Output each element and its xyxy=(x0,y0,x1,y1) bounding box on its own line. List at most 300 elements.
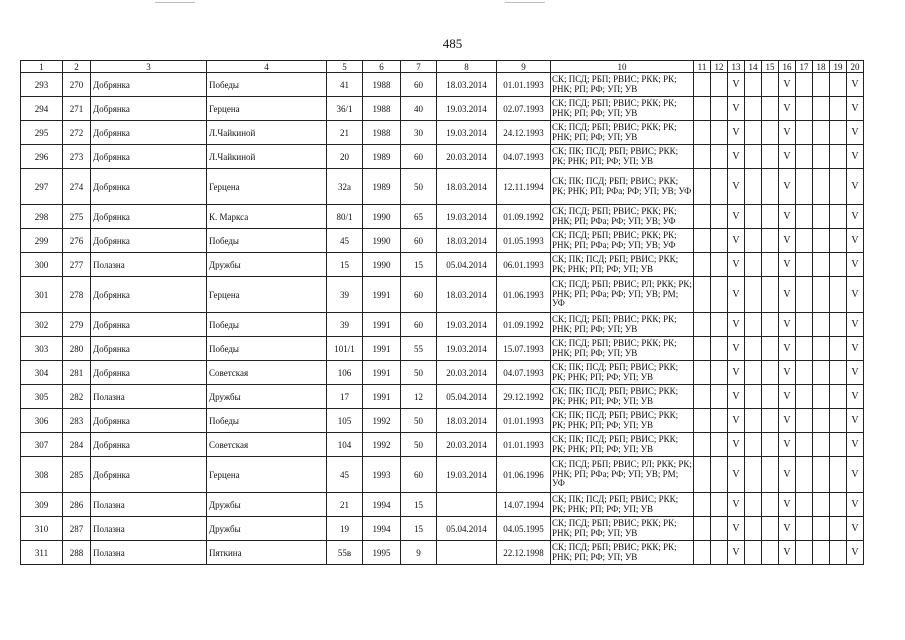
inspection-date-cell: 18.03.2014 xyxy=(437,169,497,205)
check-mark-col-13: V xyxy=(728,517,745,541)
street-cell: Победы xyxy=(207,73,327,97)
row-id: 277 xyxy=(63,253,91,277)
row-id: 284 xyxy=(63,433,91,457)
house-number-cell: 21 xyxy=(327,493,363,517)
element-codes-cell: СК; ПСД; РБП; РВИС; РКК; РК; РНК; РП; РФ; УП; УВ xyxy=(551,97,694,121)
table-row xyxy=(21,493,864,517)
empty-cell-col-12 xyxy=(711,433,728,457)
wear-percent-cell: 9 xyxy=(401,541,437,565)
registration-date-cell: 02.07.1993 xyxy=(497,97,551,121)
inspection-date-cell: 05.04.2014 xyxy=(437,385,497,409)
street-cell: Дружбы xyxy=(207,253,327,277)
check-mark-col-20: V xyxy=(847,205,864,229)
table-row xyxy=(21,517,864,541)
empty-cell-col-15 xyxy=(762,229,779,253)
table-row xyxy=(21,97,864,121)
row-id: 286 xyxy=(63,493,91,517)
element-codes-cell: СК; ПК; ПСД; РБП; РВИС; РКК; РК; РНК; РП; РФ; УП; УВ xyxy=(551,253,694,277)
check-mark-col-13: V xyxy=(728,229,745,253)
row-id: 275 xyxy=(63,205,91,229)
empty-cell-col-11 xyxy=(694,493,711,517)
inspection-date-cell: 19.03.2014 xyxy=(437,457,497,493)
table-row xyxy=(21,313,864,337)
empty-cell-col-15 xyxy=(762,361,779,385)
empty-cell-col-19 xyxy=(830,493,847,517)
house-number-cell: 45 xyxy=(327,457,363,493)
table-row xyxy=(21,433,864,457)
wear-percent-cell: 65 xyxy=(401,205,437,229)
empty-cell-col-11 xyxy=(694,205,711,229)
empty-cell-col-14 xyxy=(745,229,762,253)
empty-cell-col-12 xyxy=(711,121,728,145)
empty-cell-col-11 xyxy=(694,313,711,337)
house-number-cell: 101/1 xyxy=(327,337,363,361)
row-id: 274 xyxy=(63,169,91,205)
column-header-19: 19 xyxy=(830,61,847,73)
wear-percent-cell: 30 xyxy=(401,121,437,145)
check-mark-col-20: V xyxy=(847,457,864,493)
year-cell: 1988 xyxy=(363,121,401,145)
column-header-10: 10 xyxy=(551,61,694,73)
row-id: 273 xyxy=(63,145,91,169)
check-mark-col-16: V xyxy=(779,229,796,253)
empty-cell-col-15 xyxy=(762,517,779,541)
empty-cell-col-17 xyxy=(796,277,813,313)
house-number-cell: 80/1 xyxy=(327,205,363,229)
wear-percent-cell: 50 xyxy=(401,169,437,205)
check-mark-col-20: V xyxy=(847,517,864,541)
row-number: 299 xyxy=(21,229,63,253)
empty-cell-col-15 xyxy=(762,145,779,169)
check-mark-col-20: V xyxy=(847,121,864,145)
inspection-date-cell: 20.03.2014 xyxy=(437,433,497,457)
check-mark-col-13: V xyxy=(728,277,745,313)
settlement-cell: Добрянка xyxy=(91,337,207,361)
inspection-date-cell xyxy=(437,541,497,565)
empty-cell-col-19 xyxy=(830,361,847,385)
table-body xyxy=(21,73,864,565)
empty-cell-col-17 xyxy=(796,121,813,145)
empty-cell-col-15 xyxy=(762,73,779,97)
house-number-cell: 32а xyxy=(327,169,363,205)
house-number-cell: 39 xyxy=(327,313,363,337)
empty-cell-col-11 xyxy=(694,169,711,205)
street-cell: Дружбы xyxy=(207,517,327,541)
column-header-5: 5 xyxy=(327,61,363,73)
check-mark-col-16: V xyxy=(779,277,796,313)
column-number-row xyxy=(21,61,864,73)
year-cell: 1993 xyxy=(363,457,401,493)
column-header-12: 12 xyxy=(711,61,728,73)
empty-cell-col-18 xyxy=(813,169,830,205)
empty-cell-col-11 xyxy=(694,361,711,385)
empty-cell-col-12 xyxy=(711,145,728,169)
empty-cell-col-12 xyxy=(711,205,728,229)
check-mark-col-13: V xyxy=(728,541,745,565)
empty-cell-col-11 xyxy=(694,97,711,121)
check-mark-col-13: V xyxy=(728,73,745,97)
empty-cell-col-19 xyxy=(830,205,847,229)
year-cell: 1991 xyxy=(363,361,401,385)
check-mark-col-13: V xyxy=(728,385,745,409)
check-mark-col-20: V xyxy=(847,385,864,409)
check-mark-col-16: V xyxy=(779,493,796,517)
registration-date-cell: 01.01.1993 xyxy=(497,433,551,457)
check-mark-col-20: V xyxy=(847,145,864,169)
check-mark-col-16: V xyxy=(779,253,796,277)
wear-percent-cell: 50 xyxy=(401,361,437,385)
check-mark-col-20: V xyxy=(847,541,864,565)
empty-cell-col-11 xyxy=(694,385,711,409)
empty-cell-col-12 xyxy=(711,337,728,361)
registration-date-cell: 29.12.1992 xyxy=(497,385,551,409)
check-mark-col-16: V xyxy=(779,97,796,121)
table-row xyxy=(21,253,864,277)
row-id: 272 xyxy=(63,121,91,145)
empty-cell-col-18 xyxy=(813,457,830,493)
row-id: 287 xyxy=(63,517,91,541)
wear-percent-cell: 55 xyxy=(401,337,437,361)
column-header-20: 20 xyxy=(847,61,864,73)
registration-date-cell: 01.05.1993 xyxy=(497,229,551,253)
empty-cell-col-12 xyxy=(711,169,728,205)
empty-cell-col-14 xyxy=(745,169,762,205)
house-number-cell: 15 xyxy=(327,253,363,277)
registration-date-cell: 01.01.1993 xyxy=(497,73,551,97)
settlement-cell: Добрянка xyxy=(91,277,207,313)
column-header-17: 17 xyxy=(796,61,813,73)
registration-date-cell: 22.12.1998 xyxy=(497,541,551,565)
registration-date-cell: 12.11.1994 xyxy=(497,169,551,205)
table-row xyxy=(21,457,864,493)
check-mark-col-20: V xyxy=(847,433,864,457)
empty-cell-col-17 xyxy=(796,409,813,433)
column-header-1: 1 xyxy=(21,61,63,73)
check-mark-col-20: V xyxy=(847,337,864,361)
row-id: 283 xyxy=(63,409,91,433)
empty-cell-col-14 xyxy=(745,97,762,121)
house-number-cell: 45 xyxy=(327,229,363,253)
row-number: 297 xyxy=(21,169,63,205)
empty-cell-col-12 xyxy=(711,361,728,385)
house-number-cell: 20 xyxy=(327,145,363,169)
row-id: 285 xyxy=(63,457,91,493)
column-header-9: 9 xyxy=(497,61,551,73)
column-header-2: 2 xyxy=(63,61,91,73)
inspection-date-cell: 19.03.2014 xyxy=(437,205,497,229)
year-cell: 1991 xyxy=(363,277,401,313)
empty-cell-col-11 xyxy=(694,229,711,253)
wear-percent-cell: 60 xyxy=(401,145,437,169)
element-codes-cell: СК; ПСД; РБП; РВИС; РКК; РК; РНК; РП; РФа; РФ; УП; УВ; УФ xyxy=(551,205,694,229)
row-id: 280 xyxy=(63,337,91,361)
empty-cell-col-11 xyxy=(694,433,711,457)
year-cell: 1994 xyxy=(363,493,401,517)
house-number-cell: 41 xyxy=(327,73,363,97)
row-number: 301 xyxy=(21,277,63,313)
empty-cell-col-12 xyxy=(711,97,728,121)
wear-percent-cell: 15 xyxy=(401,517,437,541)
empty-cell-col-18 xyxy=(813,277,830,313)
empty-cell-col-15 xyxy=(762,385,779,409)
column-header-15: 15 xyxy=(762,61,779,73)
house-number-cell: 19 xyxy=(327,517,363,541)
year-cell: 1991 xyxy=(363,385,401,409)
settlement-cell: Добрянка xyxy=(91,169,207,205)
empty-cell-col-12 xyxy=(711,409,728,433)
empty-cell-col-14 xyxy=(745,433,762,457)
check-mark-col-16: V xyxy=(779,313,796,337)
empty-cell-col-12 xyxy=(711,277,728,313)
settlement-cell: Добрянка xyxy=(91,313,207,337)
empty-cell-col-19 xyxy=(830,517,847,541)
settlement-cell: Добрянка xyxy=(91,361,207,385)
row-number: 296 xyxy=(21,145,63,169)
inspection-date-cell: 20.03.2014 xyxy=(437,361,497,385)
street-cell: Герцена xyxy=(207,169,327,205)
row-number: 308 xyxy=(21,457,63,493)
check-mark-col-13: V xyxy=(728,97,745,121)
empty-cell-col-11 xyxy=(694,337,711,361)
wear-percent-cell: 60 xyxy=(401,229,437,253)
year-cell: 1990 xyxy=(363,205,401,229)
empty-cell-col-15 xyxy=(762,337,779,361)
settlement-cell: Добрянка xyxy=(91,145,207,169)
inspection-date-cell xyxy=(437,493,497,517)
empty-cell-col-15 xyxy=(762,493,779,517)
empty-cell-col-14 xyxy=(745,517,762,541)
check-mark-col-13: V xyxy=(728,493,745,517)
wear-percent-cell: 50 xyxy=(401,409,437,433)
empty-cell-col-17 xyxy=(796,361,813,385)
empty-cell-col-17 xyxy=(796,169,813,205)
inspection-date-cell: 18.03.2014 xyxy=(437,73,497,97)
empty-cell-col-18 xyxy=(813,145,830,169)
check-mark-col-16: V xyxy=(779,121,796,145)
year-cell: 1991 xyxy=(363,337,401,361)
year-cell: 1989 xyxy=(363,145,401,169)
registration-date-cell: 15.07.1993 xyxy=(497,337,551,361)
empty-cell-col-19 xyxy=(830,313,847,337)
wear-percent-cell: 60 xyxy=(401,277,437,313)
empty-cell-col-17 xyxy=(796,145,813,169)
table-row xyxy=(21,541,864,565)
check-mark-col-16: V xyxy=(779,541,796,565)
inspection-date-cell: 19.03.2014 xyxy=(437,97,497,121)
element-codes-cell: СК; ПК; ПСД; РБП; РВИС; РКК; РК; РНК; РП; РФ; УП; УВ xyxy=(551,145,694,169)
settlement-cell: Добрянка xyxy=(91,409,207,433)
house-number-cell: 21 xyxy=(327,121,363,145)
column-header-13: 13 xyxy=(728,61,745,73)
empty-cell-col-17 xyxy=(796,73,813,97)
street-cell: Пяткина xyxy=(207,541,327,565)
empty-cell-col-17 xyxy=(796,385,813,409)
street-cell: Герцена xyxy=(207,277,327,313)
year-cell: 1988 xyxy=(363,73,401,97)
empty-cell-col-15 xyxy=(762,169,779,205)
check-mark-col-20: V xyxy=(847,229,864,253)
row-id: 282 xyxy=(63,385,91,409)
empty-cell-col-12 xyxy=(711,385,728,409)
column-header-3: 3 xyxy=(91,61,207,73)
empty-cell-col-17 xyxy=(796,313,813,337)
empty-cell-col-19 xyxy=(830,457,847,493)
street-cell: Дружбы xyxy=(207,385,327,409)
empty-cell-col-14 xyxy=(745,313,762,337)
registration-date-cell: 01.06.1996 xyxy=(497,457,551,493)
empty-cell-col-11 xyxy=(694,277,711,313)
registration-date-cell: 01.01.1993 xyxy=(497,409,551,433)
empty-cell-col-17 xyxy=(796,517,813,541)
empty-cell-col-18 xyxy=(813,517,830,541)
element-codes-cell: СК; ПСД; РБП; РВИС; РКК; РК; РНК; РП; РФа; РФ; УП; УВ; УФ xyxy=(551,229,694,253)
check-mark-col-13: V xyxy=(728,205,745,229)
empty-cell-col-12 xyxy=(711,313,728,337)
registration-date-cell: 01.06.1993 xyxy=(497,277,551,313)
scan-edge-mark xyxy=(155,2,195,3)
empty-cell-col-18 xyxy=(813,121,830,145)
empty-cell-col-17 xyxy=(796,337,813,361)
empty-cell-col-15 xyxy=(762,409,779,433)
empty-cell-col-14 xyxy=(745,409,762,433)
empty-cell-col-12 xyxy=(711,253,728,277)
housing-register-table xyxy=(20,60,864,565)
column-header-8: 8 xyxy=(437,61,497,73)
element-codes-cell: СК; ПСД; РБП; РВИС; РКК; РК; РНК; РП; РФ; УП; УВ xyxy=(551,337,694,361)
table-row xyxy=(21,337,864,361)
registration-date-cell: 06.01.1993 xyxy=(497,253,551,277)
check-mark-col-20: V xyxy=(847,97,864,121)
empty-cell-col-19 xyxy=(830,145,847,169)
house-number-cell: 36/1 xyxy=(327,97,363,121)
empty-cell-col-14 xyxy=(745,277,762,313)
empty-cell-col-12 xyxy=(711,517,728,541)
element-codes-cell: СК; ПСД; РБП; РВИС; РКК; РК; РНК; РП; РФ; УП; УВ xyxy=(551,517,694,541)
registration-date-cell: 04.07.1993 xyxy=(497,145,551,169)
street-cell: Герцена xyxy=(207,97,327,121)
empty-cell-col-19 xyxy=(830,121,847,145)
settlement-cell: Полазна xyxy=(91,253,207,277)
inspection-date-cell: 18.03.2014 xyxy=(437,229,497,253)
column-header-14: 14 xyxy=(745,61,762,73)
empty-cell-col-12 xyxy=(711,73,728,97)
element-codes-cell: СК; ПСД; РБП; РВИС; РЛ; РКК; РК; РНК; РП; РФа; РФ; УП; УВ; РМ; УФ xyxy=(551,277,694,313)
element-codes-cell: СК; ПК; ПСД; РБП; РВИС; РКК; РК; РНК; РП; РФа; РФ; УП; УВ; УФ xyxy=(551,169,694,205)
check-mark-col-13: V xyxy=(728,361,745,385)
element-codes-cell: СК; ПСД; РБП; РВИС; РКК; РК; РНК; РП; РФ; УП; УВ xyxy=(551,121,694,145)
table-row xyxy=(21,229,864,253)
empty-cell-col-18 xyxy=(813,385,830,409)
check-mark-col-20: V xyxy=(847,493,864,517)
row-id: 276 xyxy=(63,229,91,253)
check-mark-col-20: V xyxy=(847,253,864,277)
check-mark-col-13: V xyxy=(728,145,745,169)
year-cell: 1994 xyxy=(363,517,401,541)
street-cell: Победы xyxy=(207,313,327,337)
empty-cell-col-17 xyxy=(796,253,813,277)
empty-cell-col-19 xyxy=(830,169,847,205)
empty-cell-col-14 xyxy=(745,121,762,145)
house-number-cell: 55в xyxy=(327,541,363,565)
column-header-7: 7 xyxy=(401,61,437,73)
empty-cell-col-17 xyxy=(796,493,813,517)
empty-cell-col-12 xyxy=(711,493,728,517)
empty-cell-col-14 xyxy=(745,385,762,409)
settlement-cell: Добрянка xyxy=(91,457,207,493)
check-mark-col-13: V xyxy=(728,337,745,361)
wear-percent-cell: 15 xyxy=(401,493,437,517)
table-row xyxy=(21,169,864,205)
street-cell: Победы xyxy=(207,337,327,361)
year-cell: 1989 xyxy=(363,169,401,205)
street-cell: Герцена xyxy=(207,457,327,493)
empty-cell-col-14 xyxy=(745,145,762,169)
empty-cell-col-12 xyxy=(711,229,728,253)
inspection-date-cell: 20.03.2014 xyxy=(437,145,497,169)
row-number: 309 xyxy=(21,493,63,517)
year-cell: 1992 xyxy=(363,409,401,433)
empty-cell-col-11 xyxy=(694,517,711,541)
settlement-cell: Добрянка xyxy=(91,73,207,97)
empty-cell-col-12 xyxy=(711,541,728,565)
element-codes-cell: СК; ПК; ПСД; РБП; РВИС; РКК; РК; РНК; РП; РФ; УП; УВ xyxy=(551,493,694,517)
empty-cell-col-15 xyxy=(762,433,779,457)
table-row xyxy=(21,121,864,145)
check-mark-col-20: V xyxy=(847,361,864,385)
empty-cell-col-17 xyxy=(796,229,813,253)
settlement-cell: Полазна xyxy=(91,385,207,409)
wear-percent-cell: 60 xyxy=(401,457,437,493)
element-codes-cell: СК; ПСД; РБП; РВИС; РКК; РК; РНК; РП; РФ; УП; УВ xyxy=(551,541,694,565)
empty-cell-col-14 xyxy=(745,541,762,565)
empty-cell-col-19 xyxy=(830,73,847,97)
registration-date-cell: 01.09.1992 xyxy=(497,205,551,229)
settlement-cell: Добрянка xyxy=(91,121,207,145)
row-id: 270 xyxy=(63,73,91,97)
row-number: 307 xyxy=(21,433,63,457)
row-number: 300 xyxy=(21,253,63,277)
element-codes-cell: СК; ПСД; РБП; РВИС; РЛ; РКК; РК; РНК; РП; РФа; РФ; УП; УВ; РМ; УФ xyxy=(551,457,694,493)
page-number: 485 xyxy=(442,36,463,51)
house-number-cell: 17 xyxy=(327,385,363,409)
house-number-cell: 104 xyxy=(327,433,363,457)
empty-cell-col-11 xyxy=(694,121,711,145)
table-row xyxy=(21,277,864,313)
house-number-cell: 106 xyxy=(327,361,363,385)
empty-cell-col-18 xyxy=(813,253,830,277)
empty-cell-col-11 xyxy=(694,253,711,277)
empty-cell-col-18 xyxy=(813,493,830,517)
element-codes-cell: СК; ПСД; РБП; РВИС; РКК; РК; РНК; РП; РФ; УП; УВ xyxy=(551,73,694,97)
empty-cell-col-19 xyxy=(830,229,847,253)
empty-cell-col-17 xyxy=(796,541,813,565)
empty-cell-col-18 xyxy=(813,361,830,385)
element-codes-cell: СК; ПК; ПСД; РБП; РВИС; РКК; РК; РНК; РП; РФ; УП; УВ xyxy=(551,385,694,409)
table-row xyxy=(21,385,864,409)
year-cell: 1995 xyxy=(363,541,401,565)
table-row xyxy=(21,205,864,229)
empty-cell-col-17 xyxy=(796,433,813,457)
empty-cell-col-19 xyxy=(830,337,847,361)
check-mark-col-16: V xyxy=(779,409,796,433)
empty-cell-col-19 xyxy=(830,433,847,457)
column-header-4: 4 xyxy=(207,61,327,73)
registration-date-cell: 01.09.1992 xyxy=(497,313,551,337)
empty-cell-col-18 xyxy=(813,337,830,361)
inspection-date-cell: 19.03.2014 xyxy=(437,337,497,361)
empty-cell-col-11 xyxy=(694,457,711,493)
check-mark-col-13: V xyxy=(728,169,745,205)
